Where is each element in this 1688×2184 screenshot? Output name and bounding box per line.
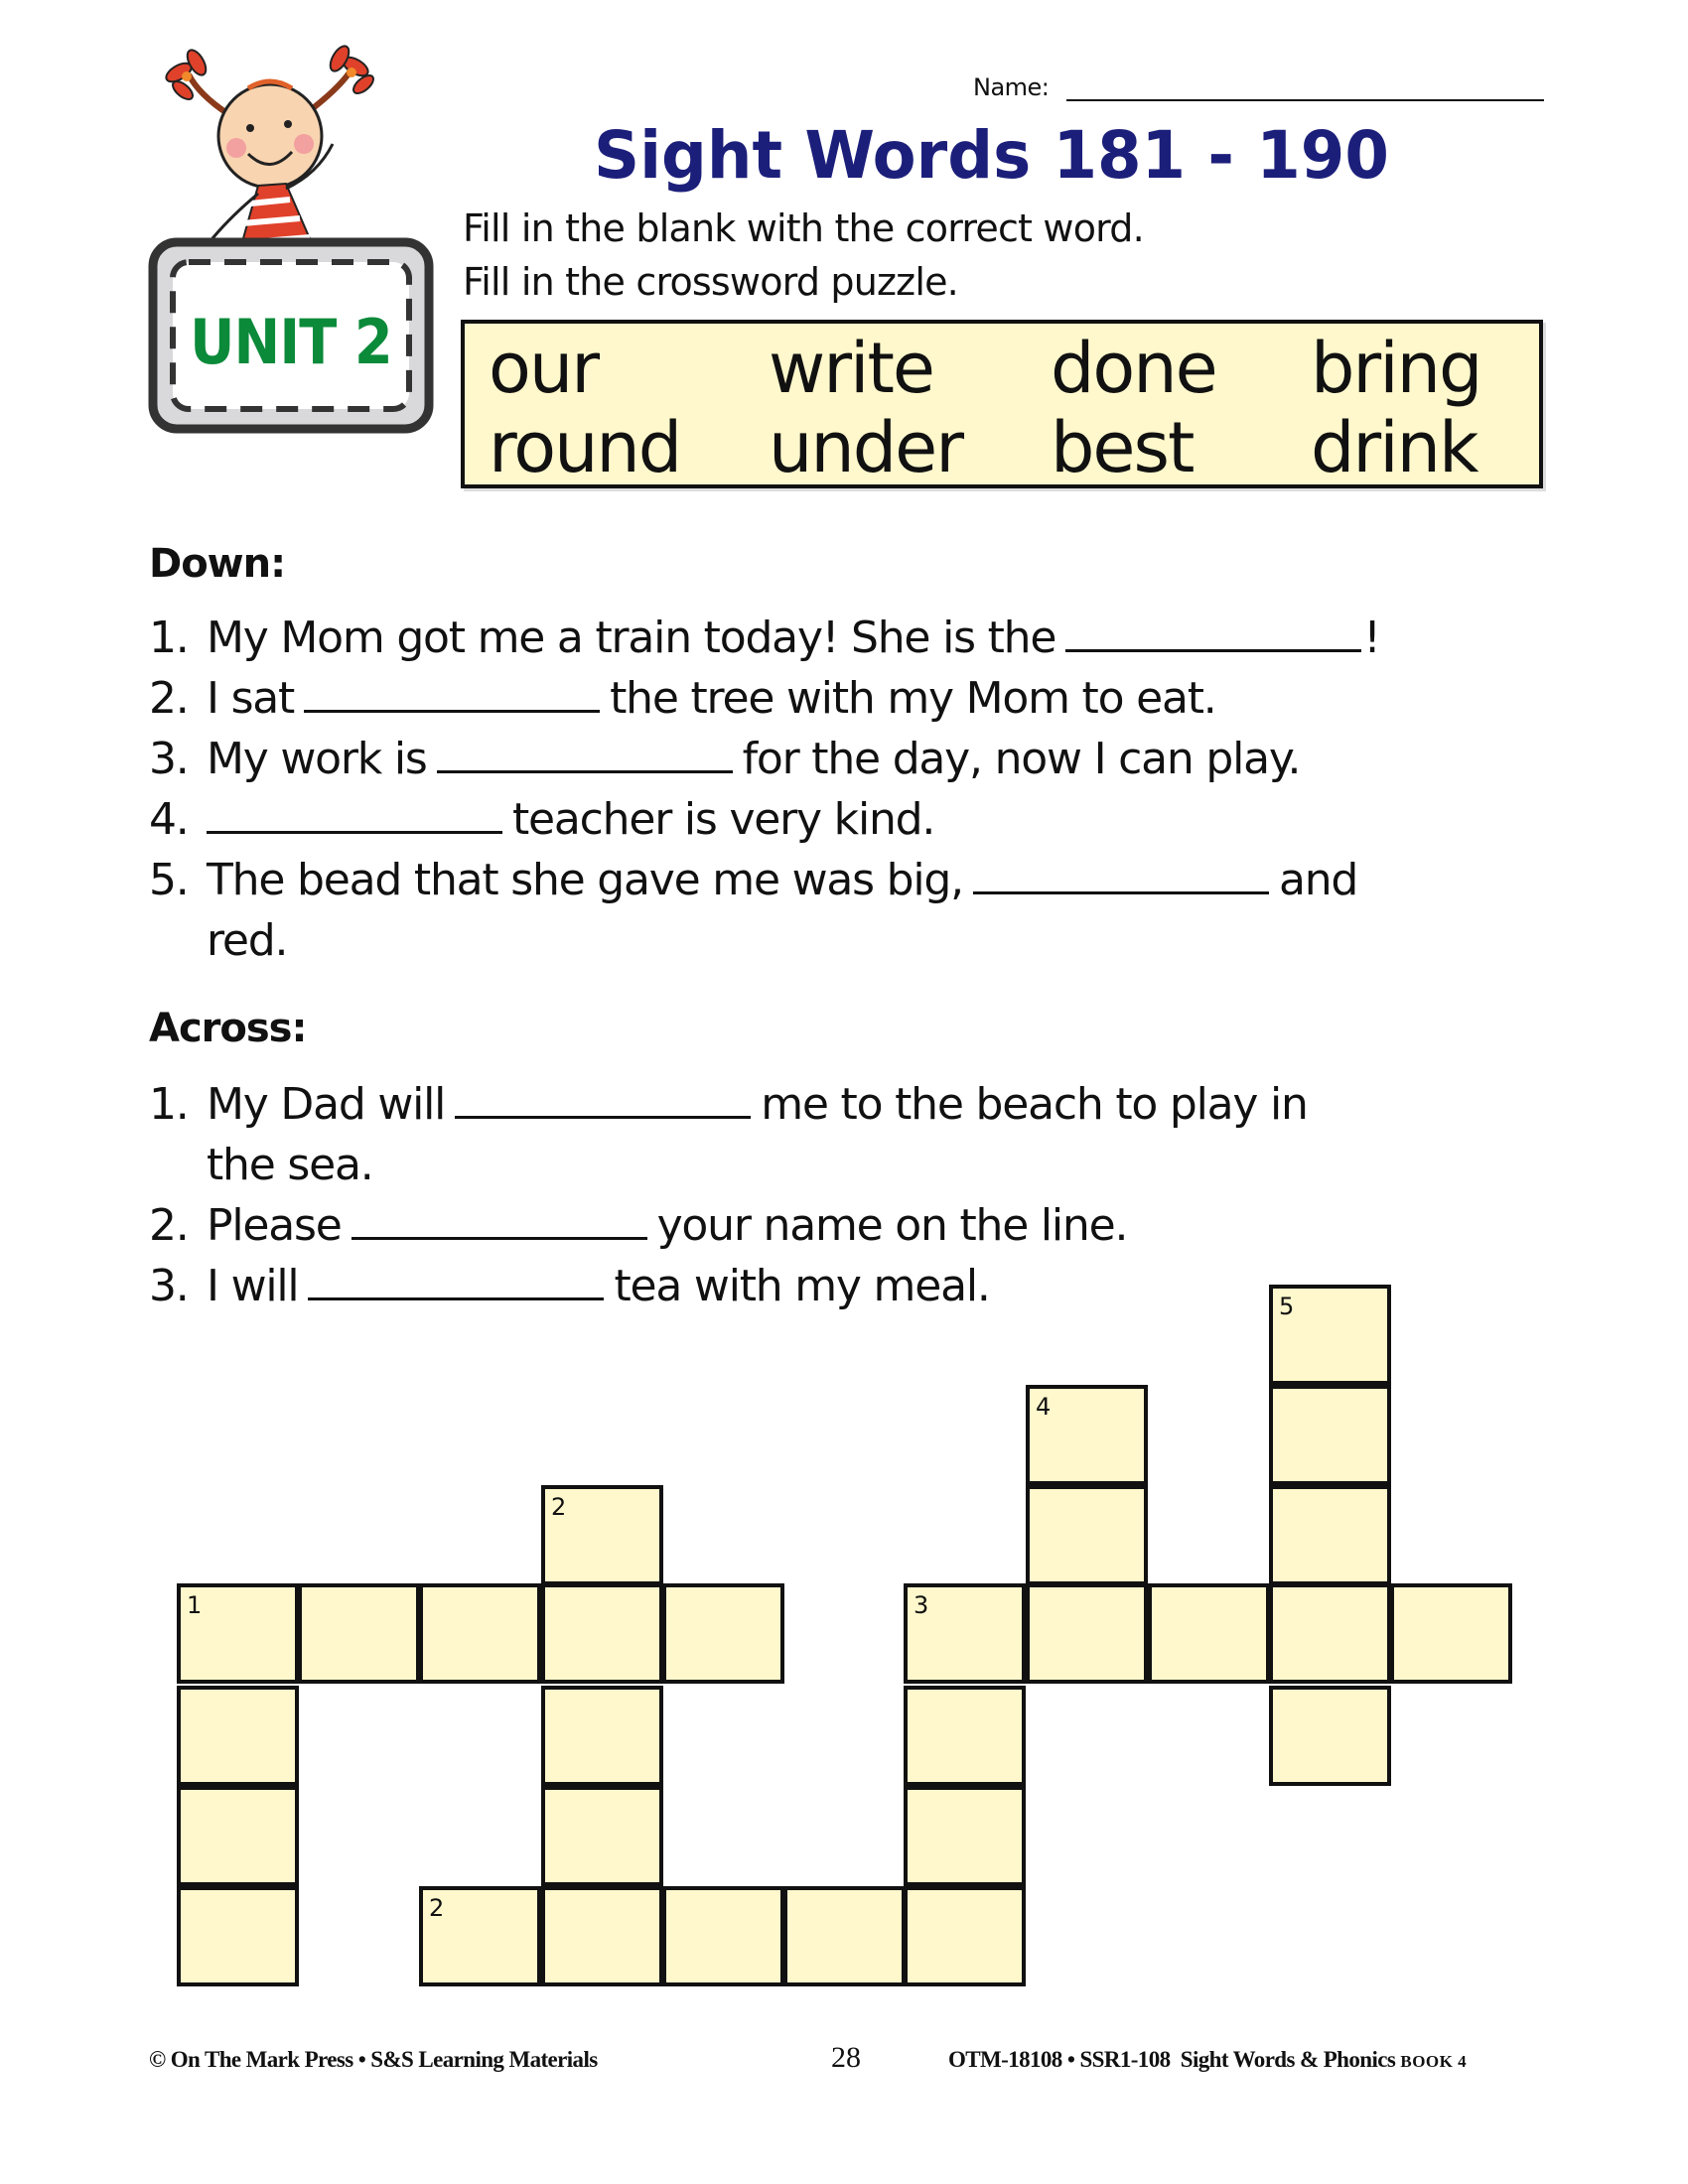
- clue-text-after: the tree with my Mom to eat.: [610, 673, 1216, 724]
- across-clue-2: [149, 1195, 1127, 1256]
- cell-number-1: 1: [187, 1591, 203, 1619]
- crossword-cell[interactable]: [1026, 1385, 1148, 1485]
- clue-text-before: My work is: [207, 734, 427, 784]
- clue-text-before: Please: [207, 1200, 342, 1251]
- down-heading: Down:: [149, 541, 286, 587]
- crossword-cell[interactable]: [1269, 1285, 1391, 1385]
- word-bank-word: write: [769, 328, 933, 409]
- clue-number: 2.: [149, 673, 189, 724]
- crossword-cell[interactable]: [1269, 1583, 1391, 1684]
- clue-text-cont: red.: [207, 915, 288, 966]
- answer-blank[interactable]: [455, 1082, 751, 1119]
- clue-number: 2.: [149, 1200, 189, 1251]
- down-clue-4: [149, 789, 934, 850]
- clue-text-before: The bead that she gave me was big,: [207, 855, 963, 905]
- clue-text-before: I sat: [207, 673, 295, 724]
- crossword-cell[interactable]: [177, 1786, 299, 1886]
- crossword-cell[interactable]: [541, 1485, 663, 1585]
- clue-number: 3.: [149, 1261, 189, 1311]
- crossword-cell[interactable]: [1269, 1686, 1391, 1786]
- crossword-cell[interactable]: [904, 1686, 1026, 1786]
- crossword-cell[interactable]: [298, 1583, 420, 1684]
- answer-blank[interactable]: [207, 797, 502, 834]
- cell-number-2-across: 2: [429, 1894, 445, 1922]
- cell-number-2-down: 2: [551, 1493, 567, 1521]
- word-bank-word: our: [489, 328, 598, 409]
- clue-text-after: for the day, now I can play.: [742, 734, 1301, 784]
- word-bank: [461, 320, 1543, 488]
- word-bank-word: best: [1051, 407, 1194, 488]
- crossword-cell[interactable]: [1269, 1385, 1391, 1485]
- answer-blank[interactable]: [437, 737, 733, 773]
- word-bank-word: bring: [1311, 328, 1481, 409]
- crossword-cell[interactable]: [177, 1886, 299, 1986]
- across-clue-1: [149, 1074, 1308, 1135]
- crossword-cell[interactable]: [541, 1583, 663, 1684]
- clue-number: 5.: [149, 855, 189, 905]
- crossword-cell[interactable]: [541, 1686, 663, 1786]
- down-clue-5: [149, 850, 1357, 910]
- crossword-cell[interactable]: [783, 1886, 906, 1986]
- footer-publisher: © On The Mark Press • S&S Learning Materials: [149, 2047, 598, 2072]
- clue-number: 3.: [149, 734, 189, 784]
- crossword-cell[interactable]: [177, 1686, 299, 1786]
- clue-number: 4.: [149, 794, 189, 845]
- instruction-fill-blank: Fill in the blank with the correct word.: [463, 206, 1144, 250]
- clue-text-before: I will: [207, 1261, 299, 1311]
- clue-text-after: me to the beach to play in: [761, 1079, 1308, 1130]
- clue-number: 1.: [149, 613, 189, 663]
- answer-blank[interactable]: [352, 1203, 647, 1240]
- answer-blank[interactable]: [973, 858, 1269, 894]
- clue-text-after: and: [1278, 855, 1358, 905]
- name-field[interactable]: [973, 71, 1544, 103]
- clue-text-after: your name on the line.: [656, 1200, 1128, 1251]
- crossword-cell[interactable]: [541, 1786, 663, 1886]
- crossword-cell[interactable]: [904, 1583, 1026, 1684]
- name-input-line[interactable]: [1066, 99, 1544, 101]
- clue-number: 1.: [149, 1079, 189, 1130]
- answer-blank[interactable]: [1065, 615, 1361, 652]
- footer-product-title: OTM-18108 • SSR1-108 Sight Words & Phonics: [948, 2047, 1396, 2072]
- cell-number-3: 3: [914, 1591, 929, 1619]
- clue-text-before: My Dad will: [207, 1079, 446, 1130]
- unit-badge: [147, 236, 435, 435]
- clue-text-after: teacher is very kind.: [512, 794, 935, 845]
- word-bank-word: done: [1051, 328, 1216, 409]
- clue-text-before: My Mom got me a train today! She is the: [207, 613, 1056, 663]
- cell-number-5: 5: [1279, 1293, 1295, 1320]
- footer-book-number: BOOK 4: [1400, 2052, 1468, 2071]
- crossword-cell[interactable]: [1026, 1583, 1148, 1684]
- crossword-cell[interactable]: [904, 1886, 1026, 1986]
- down-clue-3: [149, 729, 1300, 789]
- page-number: 28: [831, 2041, 861, 2074]
- crossword-cell[interactable]: [904, 1786, 1026, 1886]
- crossword-cell[interactable]: [419, 1886, 541, 1986]
- word-bank-word: round: [489, 407, 681, 488]
- unit-label: UNIT 2: [190, 306, 392, 378]
- crossword-cell[interactable]: [1148, 1583, 1270, 1684]
- instruction-crossword: Fill in the crossword puzzle.: [463, 260, 958, 304]
- crossword-cell[interactable]: [1026, 1485, 1148, 1585]
- name-label: Name:: [973, 73, 1050, 101]
- across-clue-3: [149, 1256, 990, 1316]
- cell-number-4: 4: [1036, 1393, 1052, 1421]
- footer-product: [948, 2047, 1467, 2073]
- clue-text-after: !: [1363, 613, 1380, 663]
- word-bank-word: drink: [1311, 407, 1477, 488]
- crossword-cell[interactable]: [662, 1886, 784, 1986]
- answer-blank[interactable]: [308, 1264, 604, 1300]
- clue-text-cont: the sea.: [207, 1140, 373, 1190]
- crossword-cell[interactable]: [1390, 1583, 1512, 1684]
- across-clue-1-continued: [149, 1135, 373, 1195]
- answer-blank[interactable]: [304, 676, 600, 713]
- word-bank-word: under: [769, 407, 963, 488]
- crossword-cell[interactable]: [541, 1886, 663, 1986]
- down-clue-1: [149, 608, 1380, 668]
- down-clue-5-continued: [149, 910, 287, 971]
- crossword-cell[interactable]: [1269, 1485, 1391, 1585]
- page-title: Sight Words 181 - 190: [594, 117, 1389, 194]
- crossword-cell[interactable]: [419, 1583, 541, 1684]
- across-heading: Across:: [149, 1006, 307, 1051]
- down-clue-2: [149, 668, 1216, 729]
- clue-text-after: tea with my meal.: [614, 1261, 990, 1311]
- crossword-cell[interactable]: [177, 1583, 299, 1684]
- crossword-cell[interactable]: [662, 1583, 784, 1684]
